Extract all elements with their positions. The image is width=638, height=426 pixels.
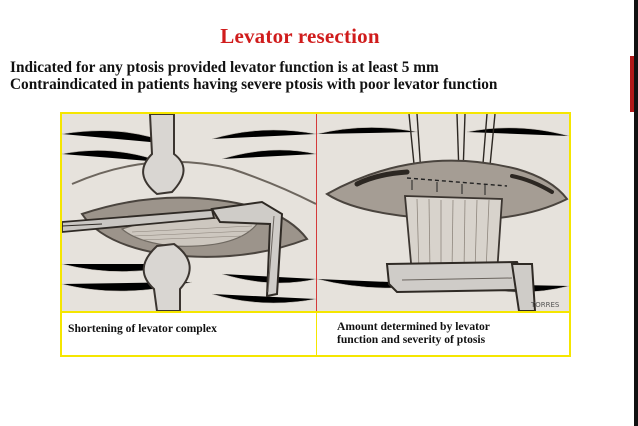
left-caption: Shortening of levator complex	[68, 322, 217, 335]
right-caption-box	[317, 313, 569, 355]
illustration-levator-shortening	[62, 114, 316, 311]
left-caption-box	[62, 313, 316, 355]
right-caption-line-2: function and severity of ptosis	[337, 333, 486, 346]
right-caption	[337, 320, 563, 346]
illustration-resection-amount	[317, 114, 569, 311]
illustrator-signature: TORRES	[531, 301, 560, 309]
slide-title: Levator resection	[220, 24, 380, 48]
right-edge-bar	[634, 0, 638, 426]
indication-text: Indicated for any ptosis provided levator function is at least 5 mm	[10, 59, 439, 76]
right-edge-accent	[630, 56, 634, 112]
figure-frame	[60, 112, 571, 357]
right-caption-line-1: Amount determined by levator	[337, 320, 490, 333]
contraindication-text: Contraindicated in patients having severe ptosis with poor levator function	[10, 76, 498, 93]
